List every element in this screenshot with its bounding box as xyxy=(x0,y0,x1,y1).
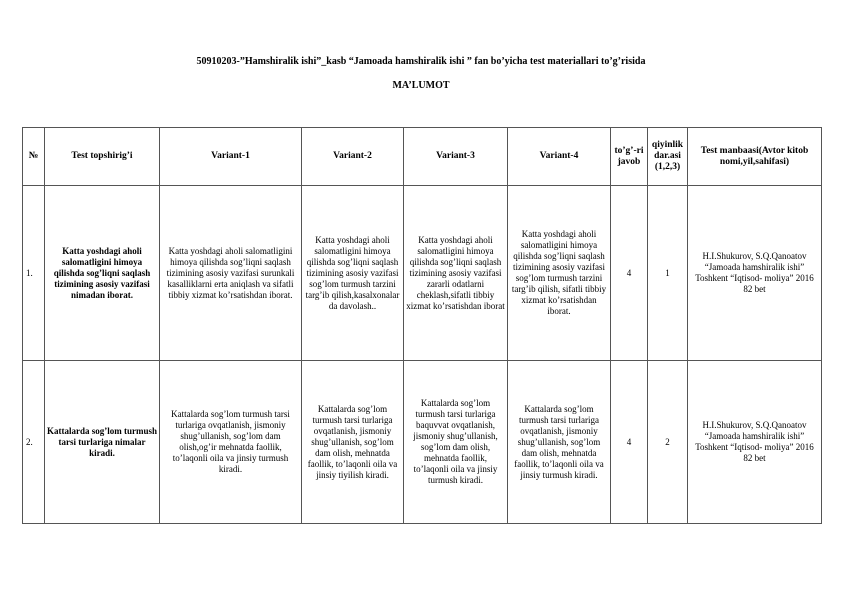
header-variant-4: Variant-4 xyxy=(508,128,611,186)
row-difficulty: 1 xyxy=(648,186,688,361)
test-materials-table xyxy=(22,127,822,524)
row-task: Katta yoshdagi aholi salomatligini himoya qilishda sog’liqni saqlash tizimining asosiy vazifasi nimadan iborat. xyxy=(45,186,160,361)
row-variant-2: Kattalarda sog’lom turmush tarsi turlariga ovqatlanish, jismoniy shug’ullanish, sog’lom dam olish, mehnatda faollik, to’laqonli oila va jinsiy tiyilish kiradi. xyxy=(302,361,404,524)
row-variant-1: Kattalarda sog’lom turmush tarsi turlariga ovqatlanish, jismoniy shug’ullanish, sog’lom dam olish,og’ir mehnatda faollik, to’laqonli oila va jinsiy turmush kiradi. xyxy=(160,361,302,524)
row-source: H.I.Shukurov, S.Q.Qanoatov “Jamoada hamshiralik ishi” Toshkent “Iqtisod- moliya” 2016 82 bet xyxy=(688,186,822,361)
table-header-row xyxy=(23,128,822,186)
header-variant-3: Variant-3 xyxy=(404,128,508,186)
row-variant-3: Kattalarda sog’lom turmush tarsi turlariga baquvvat ovqatlanish, jismoniy shug’ullanish, sog’lom dam olish, mehnatda faollik, to’laqonli oila va jinsiy turmush kiradi. xyxy=(404,361,508,524)
row-variant-4: Kattalarda sog’lom turmush tarsi turlariga ovqatlanish, jismoniy shug’ullanish, sog’lom dam olish, mehnatda faollik, to’laqonli oila va jinsiy turmush kiradi. xyxy=(508,361,611,524)
row-correct-answer: 4 xyxy=(611,361,648,524)
row-difficulty: 2 xyxy=(648,361,688,524)
row-number: 1. xyxy=(23,186,45,361)
document-subtitle: MA’LUMOT xyxy=(392,80,450,91)
header-difficulty: qiyinlik dar.asi (1,2,3) xyxy=(648,128,688,186)
row-number: 2. xyxy=(23,361,45,524)
row-source: H.I.Shukurov, S.Q.Qanoatov “Jamoada hamshiralik ishi” Toshkent “Iqtisod- moliya” 2016 82 bet xyxy=(688,361,822,524)
table-row xyxy=(23,361,822,524)
row-variant-1: Katta yoshdagi aholi salomatligini himoya qilishda sog’liqni saqlash tizimining asosiy vazifasi surunkali kasalliklarni erta aniqlash va sifatli tibbiy xizmat ko’rsatishdan iborat. xyxy=(160,186,302,361)
header-variant-2: Variant-2 xyxy=(302,128,404,186)
header-variant-1: Variant-1 xyxy=(160,128,302,186)
row-task: Kattalarda sog’lom turmush tarsi turlariga nimalar kiradi. xyxy=(45,361,160,524)
header-task: Test topshirig’i xyxy=(45,128,160,186)
header-correct-answer: to’g’-ri javob xyxy=(611,128,648,186)
header-source: Test manbaasi(Avtor kitob nomi,yil,sahifasi) xyxy=(688,128,822,186)
document-title: 50910203-”Hamshiralik ishi”_kasb “Jamoada hamshiralik ishi ” fan bo’yicha test materiallari to’g’risida xyxy=(196,56,646,67)
row-correct-answer: 4 xyxy=(611,186,648,361)
table-row xyxy=(23,186,822,361)
row-variant-2: Katta yoshdagi aholi salomatligini himoya qilishda sog’liqni saqlash tizimining asosiy vazifasi sog’lom turmush tarzini targ’ib qilish,kasalxonalar da davolash.. xyxy=(302,186,404,361)
header-number: № xyxy=(23,128,45,186)
row-variant-3: Katta yoshdagi aholi salomatligini himoya qilishda sog’liqni saqlash tizimining asosiy vazifasi zararli odatlarni cheklash,sifatli tibbiy xizmat ko’rsatishdan iborat xyxy=(404,186,508,361)
row-variant-4: Katta yoshdagi aholi salomatligini himoya qilishda sog’liqni saqlash tizimining asosiy vazifasi sog’lom turmush tarzini targ’ib qilish, sifatli tibbiy xizmat ko’rsatishdan iborat. xyxy=(508,186,611,361)
